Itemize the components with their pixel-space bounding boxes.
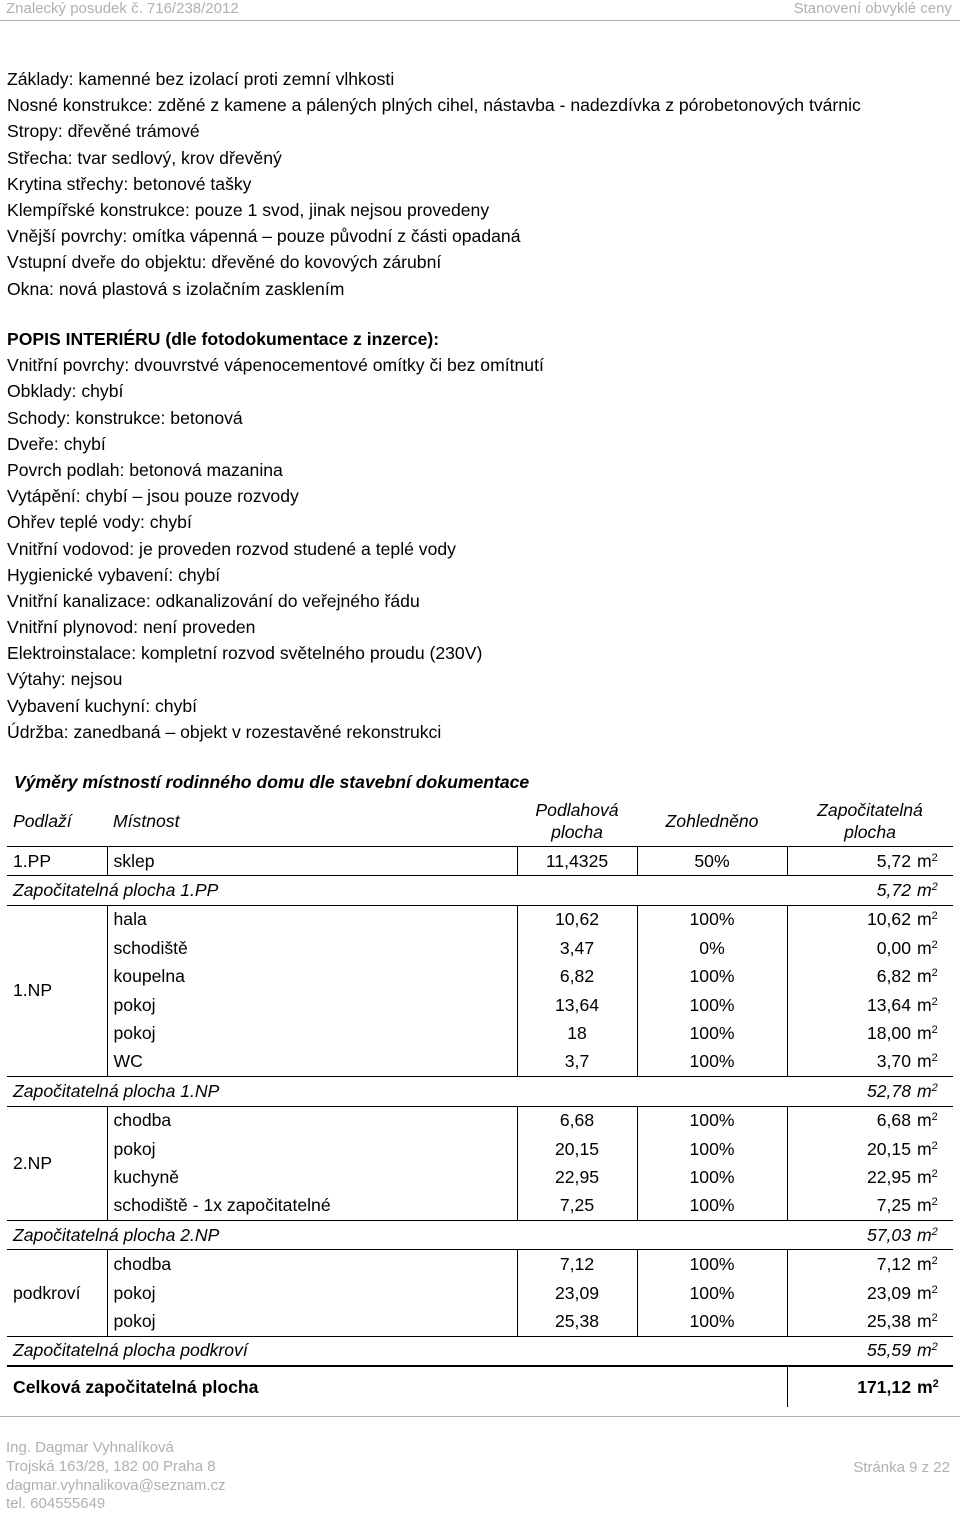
room-name: chodba: [107, 1106, 517, 1135]
room-name: schodiště: [107, 934, 517, 962]
unit-m2: $m^2$: [917, 994, 938, 1015]
interior-line: Vnitřní kanalizace: odkanalizování do veřejného řádu: [7, 590, 420, 611]
interior-line: Vytápění: chybí – jsou pouze rozvody: [7, 486, 299, 507]
construction-line: Nosné konstrukce: zděné z kamene a pálených plných cihel, nástavba - nadezdívka z pórobetonových tvárnic: [7, 95, 861, 116]
table-row: [7, 1192, 953, 1221]
interior-line: Údržba: zanedbaná – objekt v rozestavěné rekonstrukci: [7, 721, 442, 742]
author-email: dagmar.vyhnalikova@seznam.cz: [6, 1476, 226, 1494]
table-title: Výměry místností rodinného domu dle stavební dokumentace: [14, 772, 530, 792]
unit-m2: $m^2$: [917, 937, 938, 958]
section-title: Stanovení obvyklé ceny: [793, 0, 952, 17]
floor-cell: 1.NP: [7, 905, 107, 1076]
room-name: sklep: [107, 847, 517, 876]
table-row: [7, 1106, 953, 1135]
room-name: WC: [107, 1048, 517, 1077]
room-considered: 100%: [637, 1307, 787, 1336]
room-countable: 20,15 $m^2$: [787, 1135, 953, 1163]
room-countable: 6,68 $m^2$: [787, 1106, 953, 1135]
interior-line: Dveře: chybí: [7, 433, 106, 454]
interior-line: Vnitřní plynovod: není proveden: [7, 617, 256, 638]
room-area: 3,7: [517, 1048, 637, 1077]
room-area: 25,38: [517, 1307, 637, 1336]
room-considered: 100%: [637, 1163, 787, 1191]
unit-m2: $m^2$: [917, 880, 938, 901]
unit-m2: $m^2$: [917, 909, 938, 930]
author-address: Trojská 163/28, 182 00 Praha 8: [6, 1457, 216, 1475]
room-area: 23,09: [517, 1279, 637, 1307]
header-countable: Započitatelná plocha: [817, 800, 923, 842]
table-row: [7, 1048, 953, 1077]
unit-m2: $m^2$: [917, 1224, 938, 1245]
unit-m2: $m^2$: [917, 1310, 938, 1331]
room-considered: 100%: [637, 991, 787, 1019]
interior-line: Schody: konstrukce: betonová: [7, 407, 243, 428]
floor-cell: 1.PP: [7, 847, 107, 876]
room-countable: 7,25 $m^2$: [787, 1192, 953, 1221]
author-phone: tel. 604555649: [6, 1495, 106, 1513]
room-countable: 22,95 $m^2$: [787, 1163, 953, 1191]
unit-m2: $m^2$: [917, 1080, 938, 1101]
page-header: [0, 0, 960, 21]
room-name: pokoj: [107, 991, 517, 1019]
header-considered: Zohledněno: [665, 811, 759, 831]
table-row: [7, 847, 953, 876]
room-name: schodiště - 1x započitatelné: [107, 1192, 517, 1221]
subtotal-label: Započitatelná plocha 1.PP: [7, 876, 787, 905]
unit-m2: $m^2$: [917, 1138, 938, 1159]
room-name: hala: [107, 905, 517, 934]
unit-m2: $m^2$: [917, 850, 938, 871]
interior-line: Ohřev teplé vody: chybí: [7, 512, 192, 533]
room-countable: 18,00 $m^2$: [787, 1019, 953, 1047]
header-floor: Podlaží: [13, 811, 72, 831]
unit-m2: $m^2$: [917, 1376, 939, 1397]
table-row: [7, 1250, 953, 1279]
room-name: koupelna: [107, 963, 517, 991]
room-area: 6,68: [517, 1106, 637, 1135]
table-row: [7, 934, 953, 962]
room-considered: 50%: [637, 847, 787, 876]
subtotal-row: [7, 876, 953, 905]
table-row: [7, 1135, 953, 1163]
table-row: [7, 1019, 953, 1047]
construction-description: [7, 66, 957, 302]
room-name: pokoj: [107, 1019, 517, 1047]
subtotal-row: [7, 1077, 953, 1106]
unit-m2: $m^2$: [917, 1166, 938, 1187]
interior-line: Vnitřní povrchy: dvouvrstvé vápenocementové omítky či bez omítnutí: [7, 355, 544, 376]
room-area: 13,64: [517, 991, 637, 1019]
construction-line: Vstupní dveře do objektu: dřevěné do kovových zárubní: [7, 252, 442, 273]
subtotal-row: [7, 1221, 953, 1250]
room-countable: 6,82 $m^2$: [787, 963, 953, 991]
room-considered: 100%: [637, 1192, 787, 1221]
author-name: Ing. Dagmar Vyhnalíková: [6, 1439, 174, 1456]
table-row: [7, 1163, 953, 1191]
room-countable: 25,38 $m^2$: [787, 1307, 953, 1336]
subtotal-label: Započitatelná plocha 1.NP: [7, 1077, 787, 1106]
subtotal-value: 55,59 $m^2$: [787, 1336, 953, 1366]
interior-description: [7, 326, 957, 745]
table-header-row: [7, 796, 953, 847]
room-considered: 100%: [637, 1048, 787, 1077]
room-area: 3,47: [517, 934, 637, 962]
table-row: [7, 963, 953, 991]
table-row: [7, 1279, 953, 1307]
interior-line: Povrch podlah: betonová mazanina: [7, 459, 283, 480]
room-area: 6,82: [517, 963, 637, 991]
subtotal-value: 5,72 $m^2$: [787, 876, 953, 905]
unit-m2: $m^2$: [917, 1254, 938, 1275]
construction-line: Krytina střechy: betonové tašky: [7, 173, 252, 194]
room-countable: 13,64 $m^2$: [787, 991, 953, 1019]
room-considered: 100%: [637, 1279, 787, 1307]
room-considered: 0%: [637, 934, 787, 962]
room-area: 20,15: [517, 1135, 637, 1163]
table-row: [7, 905, 953, 934]
room-name: kuchyně: [107, 1163, 517, 1191]
unit-m2: $m^2$: [917, 1051, 938, 1072]
room-countable: 5,72 $m^2$: [787, 847, 953, 876]
construction-line: Střecha: tvar sedlový, krov dřevěný: [7, 147, 282, 168]
unit-m2: $m^2$: [917, 1023, 938, 1044]
room-countable: 0,00 $m^2$: [787, 934, 953, 962]
floor-cell: 2.NP: [7, 1106, 107, 1221]
room-considered: 100%: [637, 1106, 787, 1135]
unit-m2: $m^2$: [917, 1340, 938, 1361]
subtotal-row: [7, 1336, 953, 1366]
unit-m2: $m^2$: [917, 1195, 938, 1216]
construction-line: Stropy: dřevěné trámové: [7, 121, 200, 142]
unit-m2: $m^2$: [917, 1110, 938, 1131]
room-area: 18: [517, 1019, 637, 1047]
table-row: [7, 991, 953, 1019]
construction-line: Klempířské konstrukce: pouze 1 svod, jinak nejsou provedeny: [7, 199, 490, 220]
room-countable: 23,09 $m^2$: [787, 1279, 953, 1307]
header-area: Podlahová plocha: [535, 800, 619, 842]
room-considered: 100%: [637, 905, 787, 934]
table-row: [7, 1307, 953, 1336]
room-name: pokoj: [107, 1307, 517, 1336]
room-area: 7,12: [517, 1250, 637, 1279]
floor-cell: podkroví: [7, 1250, 107, 1336]
header-room: Místnost: [113, 811, 180, 831]
room-countable: 3,70 $m^2$: [787, 1048, 953, 1077]
subtotal-value: 57,03 $m^2$: [787, 1221, 953, 1250]
room-considered: 100%: [637, 963, 787, 991]
room-name: chodba: [107, 1250, 517, 1279]
subtotal-label: Započitatelná plocha podkroví: [7, 1336, 787, 1366]
room-area: 10,62: [517, 905, 637, 934]
unit-m2: $m^2$: [917, 966, 938, 987]
total-label: Celková započitatelná plocha: [7, 1366, 787, 1407]
room-areas-table: [7, 796, 953, 1407]
construction-line: Základy: kamenné bez izolací proti zemní vlhkosti: [7, 69, 395, 89]
room-area: 7,25: [517, 1192, 637, 1221]
construction-line: Okna: nová plastová s izolačním zasklením: [7, 278, 345, 299]
room-countable: 7,12 $m^2$: [787, 1250, 953, 1279]
page-footer: [0, 1416, 960, 1515]
room-area: 22,95: [517, 1163, 637, 1191]
interior-title: POPIS INTERIÉRU (dle fotodokumentace z inzerce):: [7, 329, 440, 349]
room-considered: 100%: [637, 1135, 787, 1163]
room-name: pokoj: [107, 1279, 517, 1307]
unit-m2: $m^2$: [917, 1282, 938, 1303]
interior-line: Elektroinstalace: kompletní rozvod světelného proudu (230V): [7, 643, 483, 664]
room-considered: 100%: [637, 1019, 787, 1047]
total-value: 171,12 $m^2$: [787, 1366, 953, 1407]
room-area: 11,4325: [517, 847, 637, 876]
construction-line: Vnější povrchy: omítka vápenná – pouze původní z části opadaná: [7, 226, 521, 247]
room-considered: 100%: [637, 1250, 787, 1279]
interior-line: Výtahy: nejsou: [7, 669, 123, 690]
room-name: pokoj: [107, 1135, 517, 1163]
subtotal-label: Započitatelná plocha 2.NP: [7, 1221, 787, 1250]
interior-line: Hygienické vybavení: chybí: [7, 564, 221, 585]
page-number: Stránka 9 z 22: [853, 1459, 950, 1476]
interior-line: Vybavení kuchyní: chybí: [7, 695, 198, 716]
interior-line: Vnitřní vodovod: je proveden rozvod studené a teplé vody: [7, 538, 456, 559]
interior-line: Obklady: chybí: [7, 381, 124, 402]
subtotal-value: 52,78 $m^2$: [787, 1077, 953, 1106]
total-row: [7, 1366, 953, 1407]
room-countable: 10,62 $m^2$: [787, 905, 953, 934]
document-number: Znalecký posudek č. 716/238/2012: [6, 0, 239, 17]
